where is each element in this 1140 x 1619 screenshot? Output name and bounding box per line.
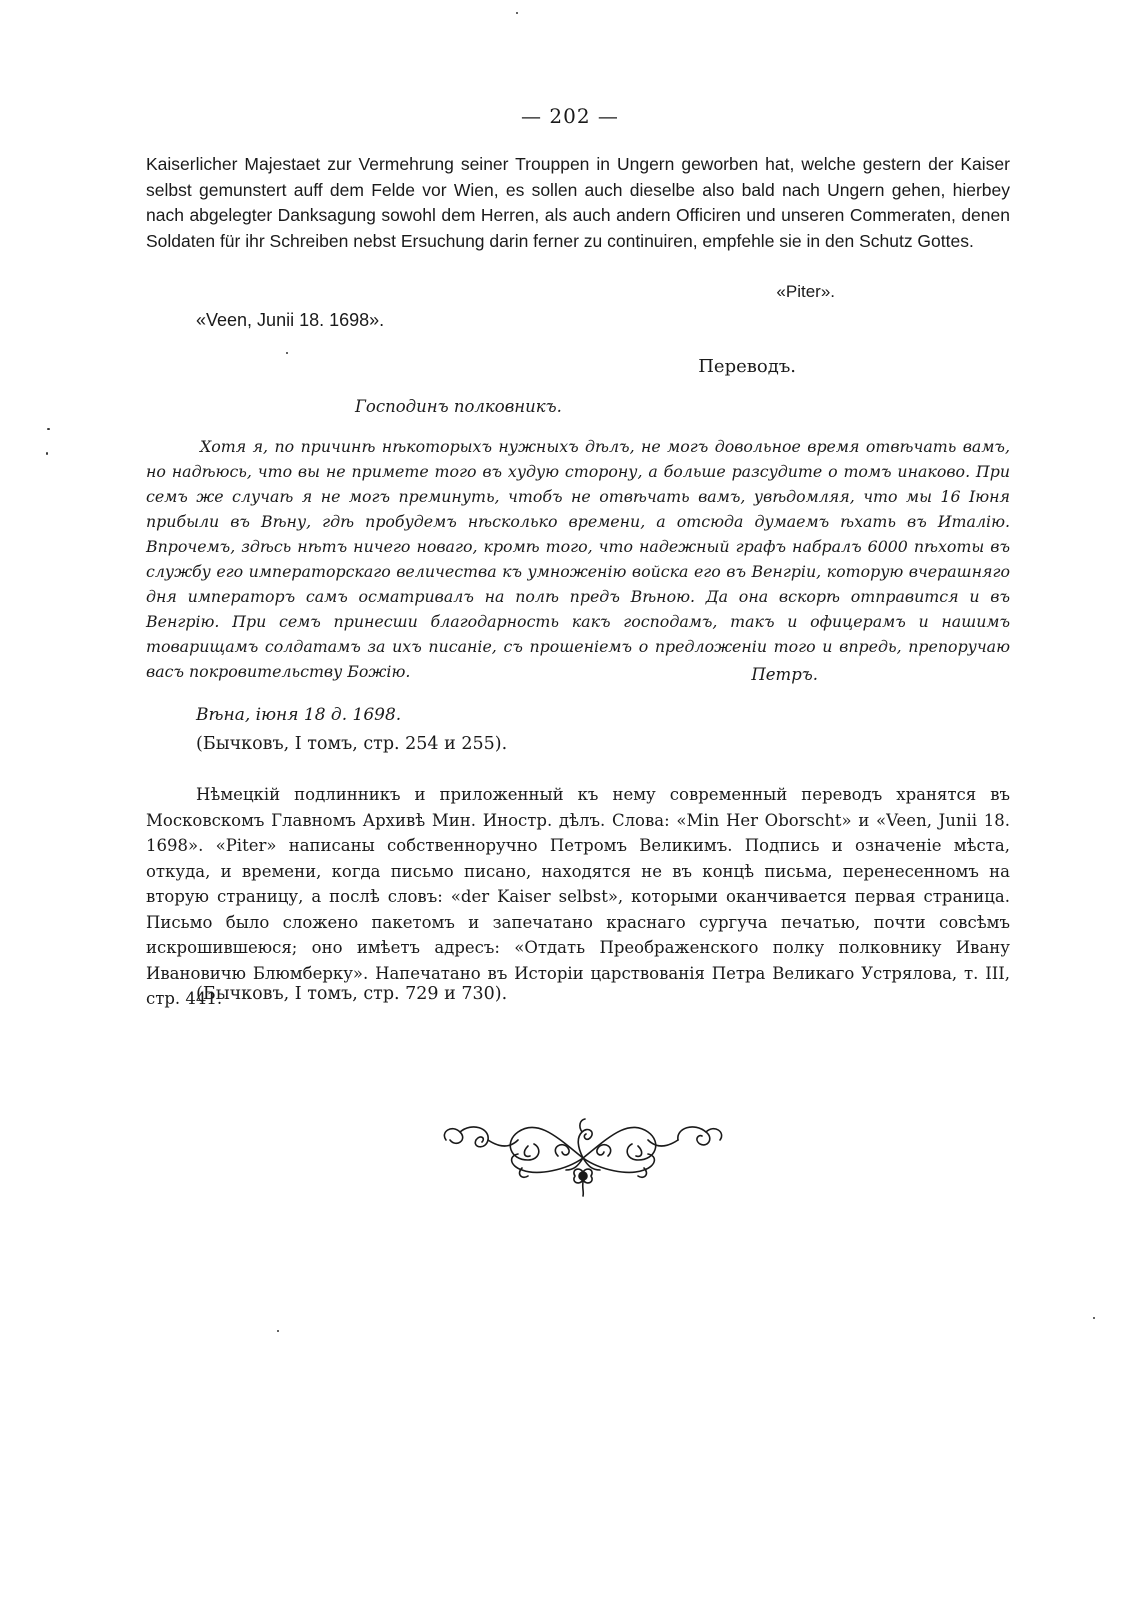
translation-text <box>146 434 1010 684</box>
translation-source: (Бычковъ, I томъ, стр. 254 и 255). <box>196 734 508 754</box>
page-speck <box>47 428 50 430</box>
page-speck <box>286 352 288 354</box>
translation-salutation: Господинъ полковникъ. <box>355 397 562 416</box>
editorial-note-body: Нѣмецкій подлинникъ и приложенный къ нему современный переводъ хранятся въ Московскомъ Главномъ Архивѣ Мин. Иностр. дѣлъ. Слова: «Min Her Oborscht» и «Veen, Junii 18. 1698». «Piter» написаны собственноручно Петромъ Великимъ. Подпись и означеніе мѣста, откуда, и времени, когда письмо писано, находятся не въ концѣ письма, перенесенномъ на вторую страницу, а послѣ словъ: «der Kaiser selbst», которыми оканчивается первая страница. Письмо было сложено пакетомъ и запечатано краснаго сургуча печатью, почти совсѣмъ искрошившеюся; оно имѣетъ адресъ: «Отдать Преображенского полку полковнику Ивану Ивановичю Блюмберку». Напечатано въ Исторіи царствованія Петра Великаго Устрялова, т. III, стр. 441. <box>146 785 1010 1008</box>
page-speck <box>277 1330 279 1332</box>
page-speck <box>46 452 48 455</box>
page-speck <box>1093 1317 1095 1319</box>
german-letter-text <box>146 152 1010 254</box>
page-speck <box>516 12 518 14</box>
editorial-note <box>146 782 1010 1012</box>
translation-date: Вѣна, іюня 18 д. 1698. <box>196 705 402 725</box>
page-number: — 202 — <box>521 104 619 128</box>
editorial-note-source: (Бычковъ, I томъ, стр. 729 и 730). <box>196 984 508 1004</box>
translation-heading: Переводъ. <box>698 356 796 377</box>
german-letter-body: Kaiserlicher Majestaet zur Vermehrung seiner Trouppen in Ungern geworben hat, welche gestern der Kaiser selbst gemunstert auff dem Felde vor Wien, es sollen auch dieselbe also bald nach Ungern gehen, hierbey nach abgelegter Danksagung sowohl dem Herren, als auch andern Officiren und unseren Commeraten, denen Soldaten für ihr Schreiben nebst Ersuchung darin ferner zu continuiren, empfehle sie in den Schutz Gottes. <box>146 154 1010 251</box>
floral-flourish-icon <box>438 1118 728 1218</box>
german-signature: «Piter». <box>776 282 835 301</box>
translation-body: Хотя я, по причинѣ нѣкоторыхъ нужныхъ дѣлъ, не могъ довольное время отвѣчать вамъ, но надѣюсь, что вы не примете того въ худую сторону, а больше разсудите о томъ инаково. При семъ же случаѣ я не могъ преминуть, чтобъ не отвѣчать вамъ, увѣдомляя, что мы 16 Іюня прибыли въ Вѣну, гдѣ пробудемъ нѣсколько времени, а отсюда думаемъ ѣхать въ Италію. Впрочемъ, здѣсь нѣтъ ничего новаго, кромѣ того, что надежный графъ набралъ 6000 пѣхоты въ службу его императорскаго величества къ умноженію войска его въ Венгріи, которую вчерашняго дня императоръ самъ осматривалъ на полѣ предъ Вѣною. Да она вскорѣ отправится и въ Венгрію. При семъ принесши благодарность какъ господамъ, такъ и офицерамъ и нашимъ товарищамъ солдатамъ за ихъ писаніе, съ прошеніемъ о предложеніи того и впредь, препоручаю васъ покровительству Божію. <box>146 437 1010 681</box>
translation-signature: Петръ. <box>751 665 818 684</box>
german-date: «Veen, Junii 18. 1698». <box>196 310 385 330</box>
